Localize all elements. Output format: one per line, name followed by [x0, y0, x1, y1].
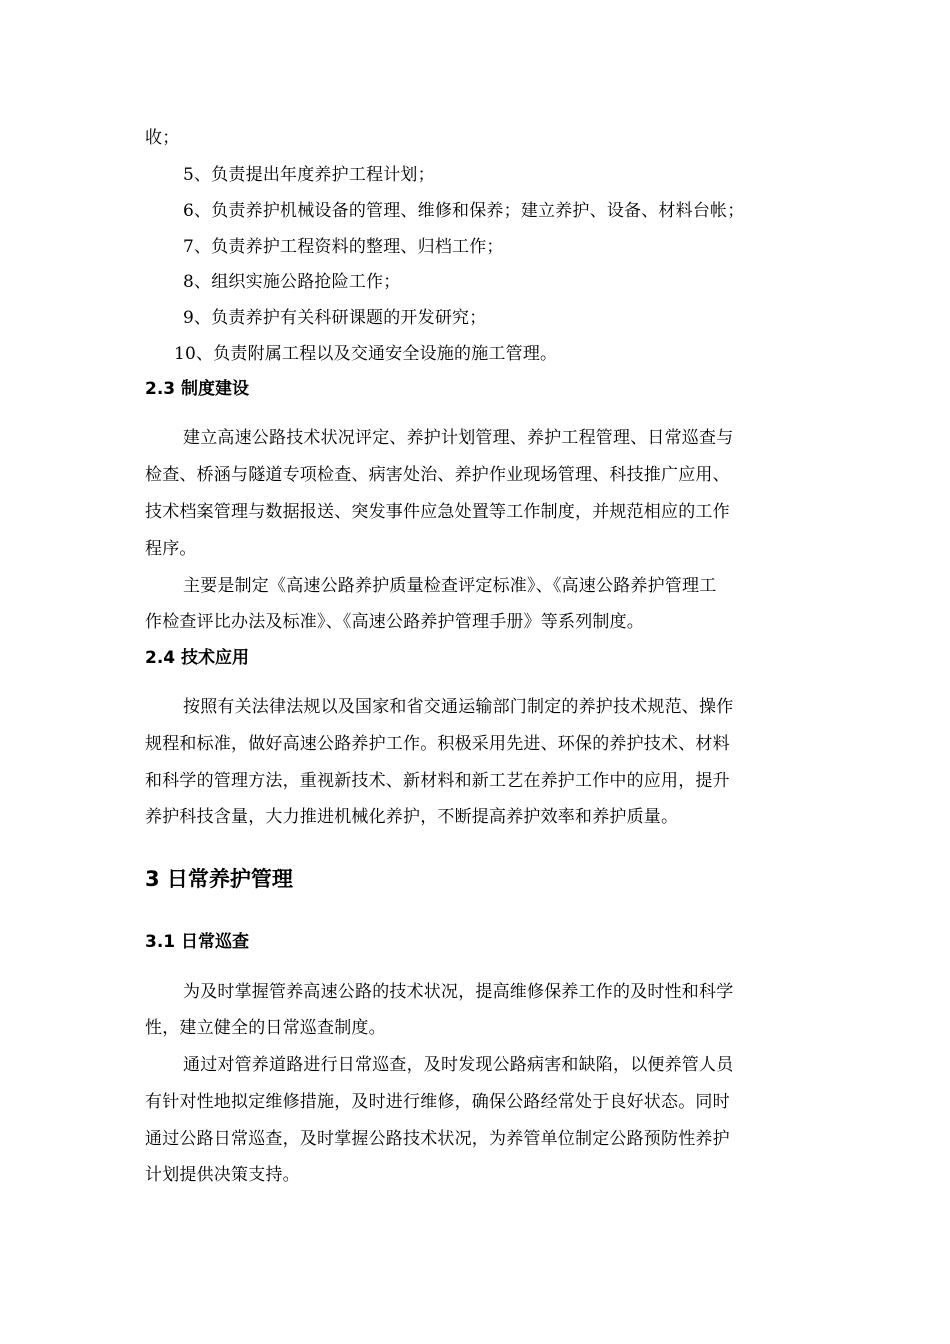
section-heading: 3.1 日常巡查 — [145, 932, 250, 952]
paragraph-line: 计划提供决策支持。 — [145, 1165, 300, 1185]
list-item: 6、负责养护机械设备的管理、维修和保养；建立养护、设备、材料台帐； — [183, 201, 745, 221]
paragraph-line: 规程和标准，做好高速公路养护工作。积极采用先进、环保的养护技术、材料 — [145, 734, 730, 754]
paragraph-line: 养护科技含量，大力推进机械化养护，不断提高养护效率和养护质量。 — [145, 807, 679, 827]
paragraph-line: 有针对性地拟定维修措施，及时进行维修，确保公路经常处于良好状态。同时 — [145, 1092, 730, 1112]
paragraph-line: 作检查评比办法及标准》、《高速公路养护管理手册》等系列制度。 — [145, 612, 644, 632]
paragraph-line: 程序。 — [145, 539, 197, 559]
paragraph-line: 通过公路日常巡查，及时掌握公路技术状况，为养管单位制定公路预防性养护 — [145, 1129, 730, 1149]
continuation-text: 收； — [145, 128, 180, 148]
paragraph-line: 主要是制定《高速公路养护质量检查评定标准》、《高速公路养护管理工 — [183, 576, 717, 596]
paragraph-line: 检查、桥涵与隧道专项检查、病害处治、养护作业现场管理、科技推广应用、 — [145, 465, 730, 485]
paragraph-line: 建立高速公路技术状况评定、养护计划管理、养护工程管理、日常巡查与 — [183, 428, 734, 448]
list-item: 9、负责养护有关科研课题的开发研究； — [183, 308, 487, 328]
paragraph-line: 技术档案管理与数据报送、突发事件应急处置等工作制度，并规范相应的工作 — [145, 502, 730, 522]
list-item: 7、负责养护工程资料的整理、归档工作； — [183, 237, 504, 257]
section-heading: 2.3 制度建设 — [145, 379, 250, 399]
paragraph-line: 和科学的管理方法，重视新技术、新材料和新工艺在养护工作中的应用，提升 — [145, 771, 730, 791]
list-item: 8、组织实施公路抢险工作； — [183, 272, 401, 292]
paragraph-line: 为及时掌握管养高速公路的技术状况，提高维修保养工作的及时性和科学 — [183, 982, 734, 1002]
paragraph-line: 性，建立健全的日常巡查制度。 — [145, 1018, 386, 1038]
paragraph-line: 按照有关法律法规以及国家和省交通运输部门制定的养护技术规范、操作 — [183, 697, 734, 717]
list-item: 10、负责附属工程以及交通安全设施的施工管理。 — [174, 344, 558, 364]
paragraph-line: 通过对管养道路进行日常巡查，及时发现公路病害和缺陷，以便养管人员 — [183, 1055, 734, 1075]
chapter-heading: 3 日常养护管理 — [145, 867, 293, 891]
list-item: 5、负责提出年度养护工程计划； — [183, 165, 435, 185]
section-heading: 2.4 技术应用 — [145, 648, 250, 668]
